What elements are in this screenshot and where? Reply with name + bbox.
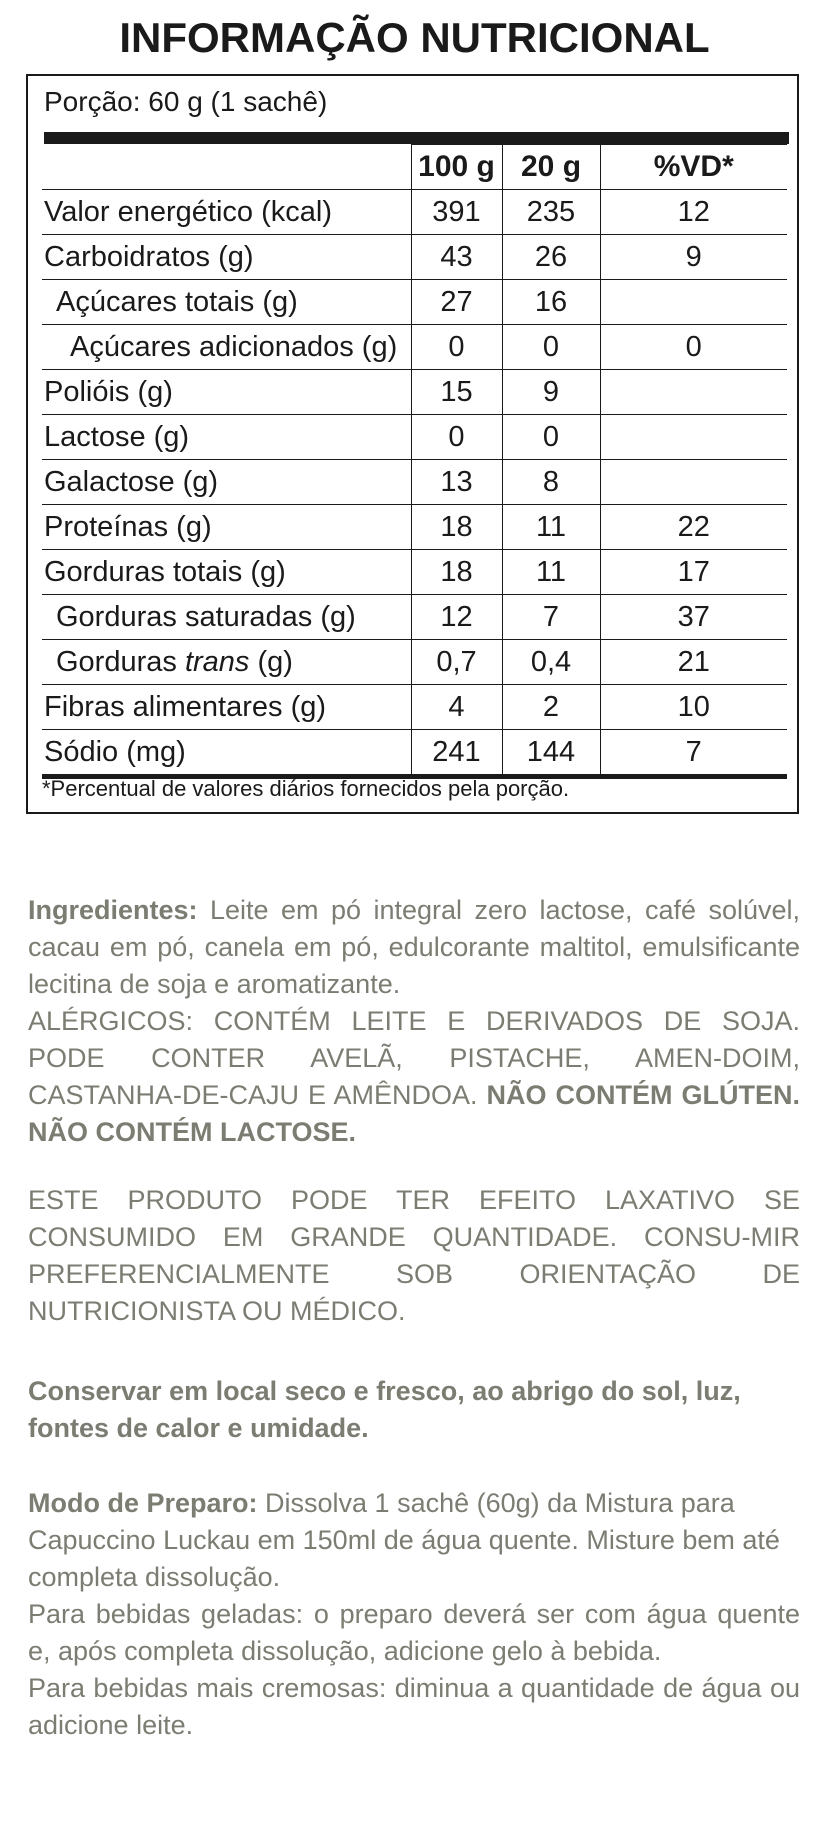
cold-drinks-paragraph: Para bebidas geladas: o preparo deverá ser com água quente e, após completa dissolução, adicione gelo à bebida.: [28, 1599, 800, 1666]
value-20g: 9: [502, 370, 600, 415]
value-20g: 235: [502, 190, 600, 235]
label-part: (g): [249, 645, 293, 678]
value-vd: 22: [600, 505, 787, 550]
table-row: [42, 685, 787, 730]
value-20g: 11: [502, 505, 600, 550]
value-20g: 7: [502, 595, 600, 640]
preparation-text: Dissolva 1 sachê (60g) da Mistura para Capuccino Luckau em 150ml de água quente. Misture bem até completa dissolução.: [28, 1488, 780, 1592]
value-100g: 27: [411, 280, 502, 325]
nutrition-table: [42, 144, 787, 779]
row-label: Gorduras totais (g): [42, 550, 411, 595]
row-label: Valor energético (kcal): [42, 190, 411, 235]
table-row: [42, 235, 787, 280]
value-vd: 12: [600, 190, 787, 235]
value-20g: 0: [502, 415, 600, 460]
ingredients-section: [28, 892, 800, 1151]
value-100g: 0: [411, 415, 502, 460]
value-20g: 8: [502, 460, 600, 505]
header-cell-empty: [42, 145, 411, 190]
allergens-paragraph: [28, 1003, 800, 1151]
value-100g: 15: [411, 370, 502, 415]
header-cell-100g: 100 g: [411, 145, 502, 190]
value-vd: [600, 460, 787, 505]
table-row: [42, 505, 787, 550]
row-label: Polióis (g): [42, 370, 411, 415]
value-100g: 18: [411, 505, 502, 550]
table-row: [42, 190, 787, 235]
nutrition-facts-panel: [26, 74, 799, 814]
allergens-text: ALÉRGICOS: CONTÉM LEITE E DERIVADOS DE SOJA. PODE CONTER AVELÃ, PISTACHE, AMEN-DOIM, CASTANHA-DE-CAJU E AMÊNDOA.: [28, 1006, 800, 1110]
footnote: *Percentual de valores diários fornecidos pela porção.: [42, 776, 570, 801]
table-row: [42, 640, 787, 685]
ingredients-heading: Ingredientes:: [28, 895, 198, 925]
value-20g: 0: [502, 325, 600, 370]
value-100g: 241: [411, 730, 502, 777]
table-row: [42, 280, 787, 325]
row-label: Açúcares totais (g): [42, 280, 411, 325]
preparation-section: [28, 1485, 800, 1744]
table-row: [42, 460, 787, 505]
value-vd: 21: [600, 640, 787, 685]
creamy-drinks-paragraph: Para bebidas mais cremosas: diminua a quantidade de água ou adicione leite.: [28, 1673, 800, 1740]
label-italic-trans: trans: [184, 645, 250, 678]
table-row: [42, 730, 787, 777]
row-label: Carboidratos (g): [42, 235, 411, 280]
table-row: [42, 550, 787, 595]
row-label: Fibras alimentares (g): [42, 685, 411, 730]
row-label: Gorduras saturadas (g): [42, 595, 411, 640]
value-vd: 0: [600, 325, 787, 370]
value-100g: 0,7: [411, 640, 502, 685]
value-100g: 13: [411, 460, 502, 505]
row-label: Galactose (g): [42, 460, 411, 505]
ingredients-text: Leite em pó integral zero lactose, café solúvel, cacau em pó, canela em pó, edulcorante maltitol, emulsificante lecitina de soja e aromatizante.: [28, 895, 800, 999]
value-100g: 18: [411, 550, 502, 595]
storage-instructions: Conservar em local seco e fresco, ao abrigo do sol, luz, fontes de calor e umidade.: [28, 1376, 741, 1443]
value-100g: 12: [411, 595, 502, 640]
table-row: [42, 415, 787, 460]
row-label: Lactose (g): [42, 415, 411, 460]
value-vd: [600, 280, 787, 325]
header-cell-20g: 20 g: [502, 145, 600, 190]
value-100g: 4: [411, 685, 502, 730]
value-20g: 2: [502, 685, 600, 730]
header-divider: [44, 132, 789, 144]
value-vd: 37: [600, 595, 787, 640]
preparation-paragraph: [28, 1485, 800, 1596]
value-100g: 0: [411, 325, 502, 370]
value-20g: 16: [502, 280, 600, 325]
row-label: [42, 640, 411, 685]
row-label: Açúcares adicionados (g): [42, 325, 411, 370]
header-cell-vd: %VD*: [600, 145, 787, 190]
ingredients-paragraph: [28, 892, 800, 1003]
table-row: [42, 370, 787, 415]
value-vd: [600, 370, 787, 415]
allergens-bold: NÃO CONTÉM GLÚTEN. NÃO CONTÉM LACTOSE.: [28, 1080, 800, 1147]
laxative-warning: ESTE PRODUTO PODE TER EFEITO LAXATIVO SE CONSUMIDO EM GRANDE QUANTIDADE. CONSU-MIR PREFERENCIALMENTE SOB ORIENTAÇÃO DE NUTRICIONISTA OU MÉDICO.: [28, 1185, 800, 1326]
value-20g: 0,4: [502, 640, 600, 685]
value-vd: 17: [600, 550, 787, 595]
value-100g: 391: [411, 190, 502, 235]
table-row: [42, 595, 787, 640]
page-title: INFORMAÇÃO NUTRICIONAL: [119, 14, 710, 61]
portion-size: Porção: 60 g (1 sachê): [44, 86, 328, 117]
value-20g: 26: [502, 235, 600, 280]
table-row: [42, 325, 787, 370]
value-20g: 11: [502, 550, 600, 595]
row-label: Proteínas (g): [42, 505, 411, 550]
preparation-heading: Modo de Preparo:: [28, 1488, 258, 1518]
value-vd: 7: [600, 730, 787, 777]
row-label: Sódio (mg): [42, 730, 411, 777]
label-part: Gorduras: [56, 645, 185, 678]
value-20g: 144: [502, 730, 600, 777]
value-vd: 9: [600, 235, 787, 280]
value-vd: [600, 415, 787, 460]
table-header-row: [42, 145, 787, 190]
value-100g: 43: [411, 235, 502, 280]
value-vd: 10: [600, 685, 787, 730]
